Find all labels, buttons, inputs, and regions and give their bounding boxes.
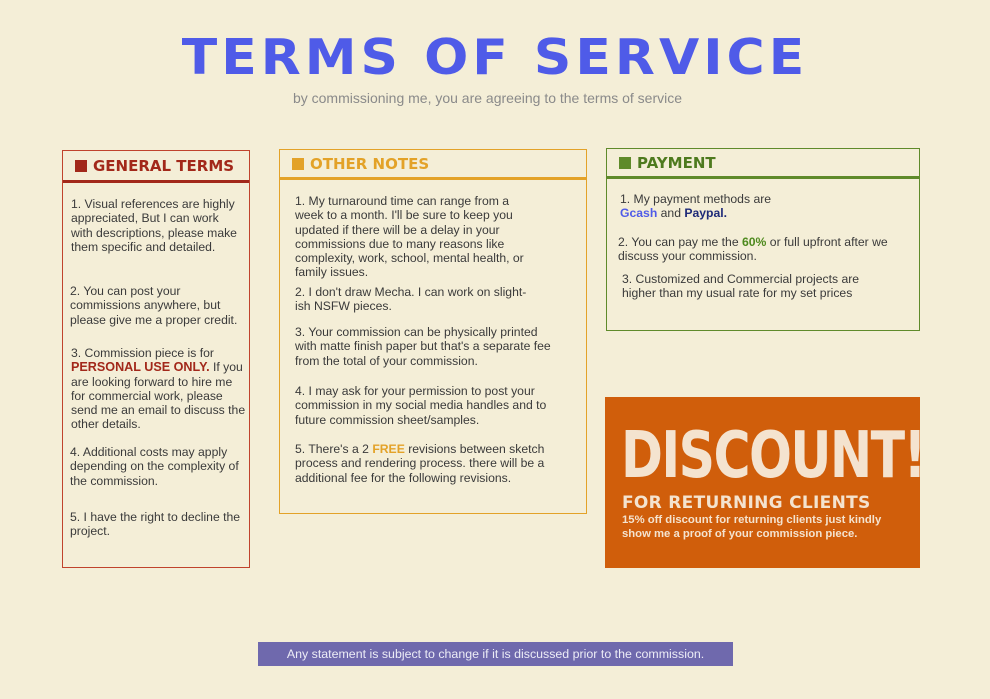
sixty-percent-emphasis: 60% [742,235,767,249]
footer-note [258,642,733,666]
paypal-label: Paypal. [684,206,728,221]
other-note-5-post: revisions between sketch process and rendering process. there will be a additional fee for the following revisions. [295,442,545,485]
general-term-1: 1. Visual references are highly appreciated, But I can work with descriptions, please make them specific and detailed. [71,197,237,254]
other-note-1: 1. My turnaround time can range from a week to a month. I'll be sure to keep you updated if there will be a delay in your commissions due to many reasons like complexity, work, school, mental health, or family issues. [295,194,524,280]
payment-item-2 [618,235,913,264]
page-title: TERMS OF SERVICE [181,29,809,87]
general-term-2: 2. You can post your commissions anywhere, but please give me a proper credit. [70,284,238,327]
other-note-5-pre: 5. There's a 2 [295,442,373,456]
payment-item-2-post: or full upfront after we discuss your commission. [618,235,888,264]
square-bullet-icon [619,157,631,169]
other-note-5 [295,442,567,485]
payment-item-1 [620,192,900,221]
payment-item-3: 3. Customized and Commercial projects are higher than my usual rate for my set prices [622,272,860,301]
general-term-3-post: If you are looking forward to hire me for commercial work, please send me an email to discuss the other details. [71,360,246,432]
free-emphasis: FREE [372,442,405,456]
general-term-4: 4. Additional costs may apply depending on the complexity of the commission. [70,445,239,488]
general-terms-title: GENERAL TERMS [93,156,235,175]
general-term-3 [71,346,247,432]
payment-title: PAYMENT [637,153,716,172]
payment-item-1-text: 1. My payment methods are [620,192,772,206]
other-note-4: 4. I may ask for your permission to post your commission in my social media handles and to future commission sheet/samples. [295,384,547,427]
personal-use-emphasis: PERSONAL USE ONLY. [71,360,210,375]
other-note-2: 2. I don't draw Mecha. I can work on slight-ish NSFW pieces. [295,285,527,314]
payment-and: and [657,206,685,221]
discount-description: 15% off discount for returning clients just kindly show me a proof of your commission piece. [622,514,882,540]
general-terms-card [62,150,250,568]
other-notes-title: OTHER NOTES [310,154,430,173]
general-term-3-pre: 3. Commission piece is for [71,346,214,360]
other-note-3: 3. Your commission can be physically printed with matte finish paper but that's a separate fee from the total of your commission. [295,325,551,368]
general-terms-header [63,151,249,183]
footer-text: Any statement is subject to change if it is discussed prior to the commission. [286,647,705,661]
other-notes-card [279,149,587,514]
square-bullet-icon [75,160,87,172]
square-bullet-icon [292,158,304,170]
page-subtitle: by commissioning me, you are agreeing to the terms of service [292,90,683,106]
payment-item-2-pre: 2. You can pay me the [618,235,742,249]
discount-subheadline: FOR RETURNING CLIENTS [622,493,871,513]
discount-banner [605,397,925,568]
general-term-5: 5. I have the right to decline the project. [70,510,241,539]
gcash-label: Gcash [620,206,658,221]
other-notes-header [280,150,586,180]
payment-card [606,148,920,331]
discount-headline: DISCOUNT! [621,419,925,493]
payment-header [607,149,919,179]
